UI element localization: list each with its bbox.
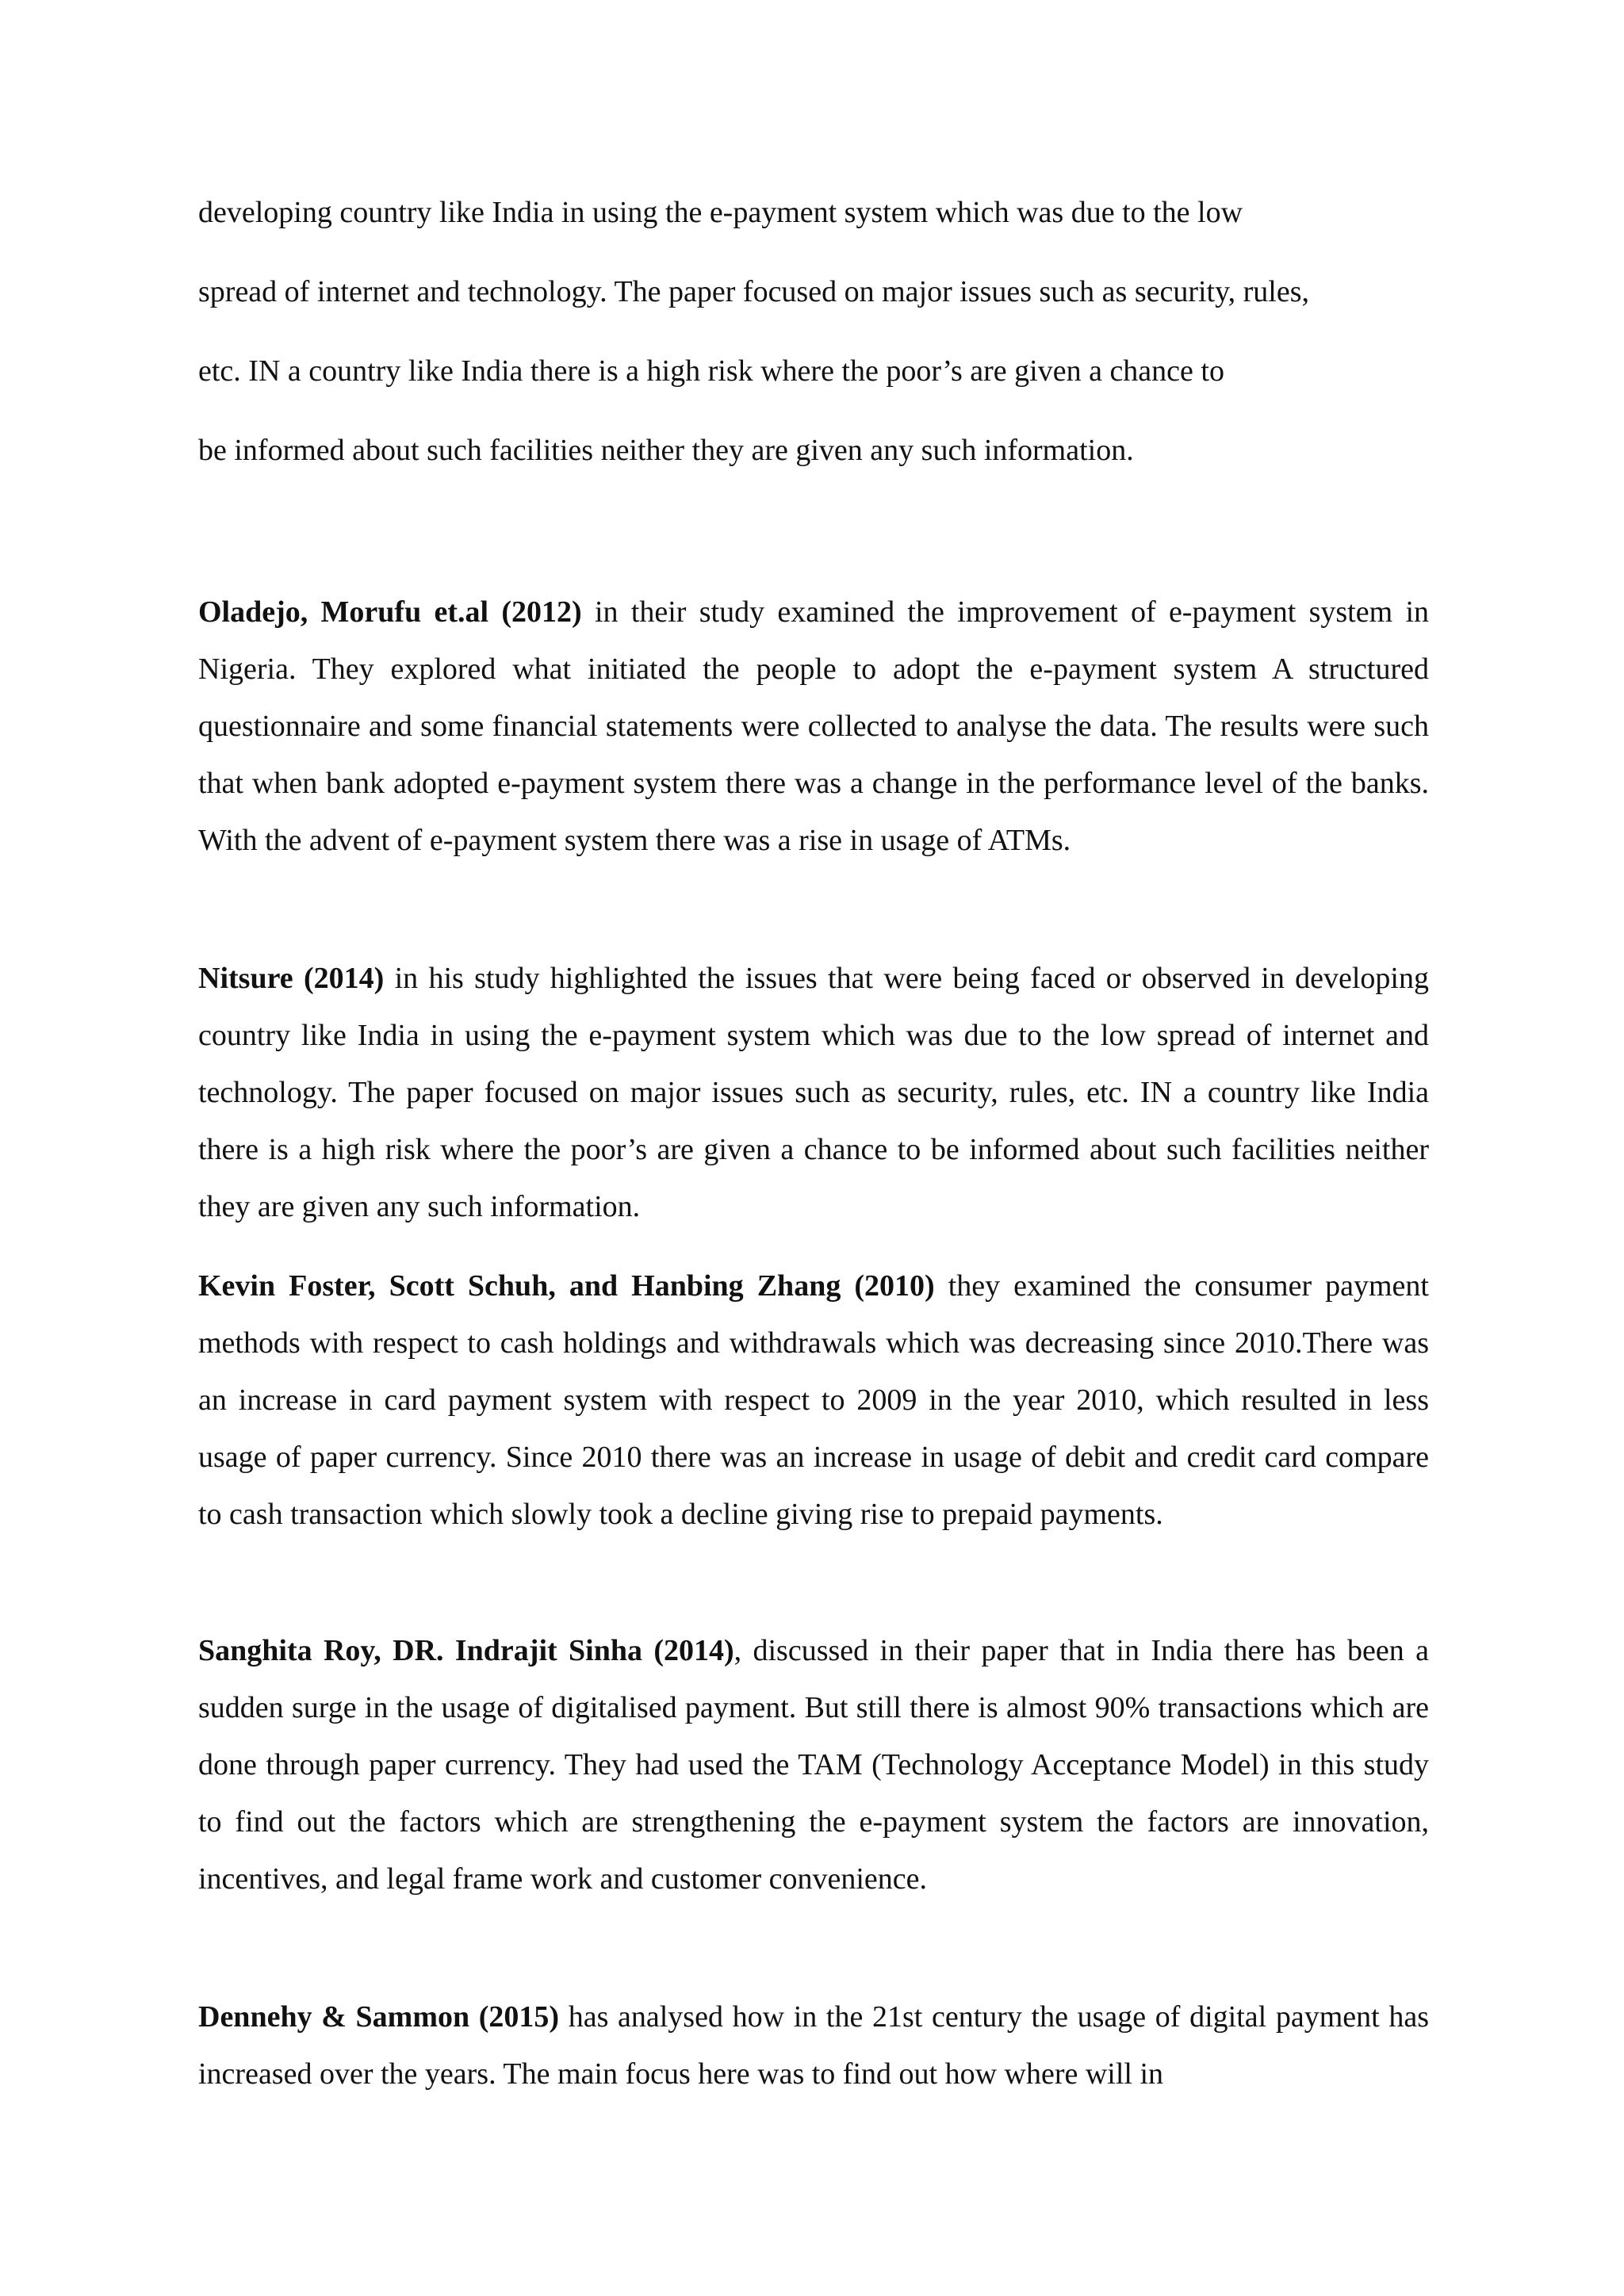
citation: Kevin Foster, Scott Schuh, and Hanbing Zhang (2010) <box>198 1269 935 1303</box>
intro-line-4: be informed about such facilities neither they are given any such information. <box>198 434 1134 467</box>
paragraph-text: in their study examined the improvement of e-payment system in Nigeria. They explored what initiated the people to adopt the e-payment system A structured questionnaire and some financial statements were collected to analyse the data. The results were such that when bank adopted e-payment system there was a change in the performance level of the banks. With the advent of e-payment system there was a rise in usage of ATMs. <box>198 595 1430 857</box>
paragraph-roy-sinha <box>198 1622 1429 1908</box>
paragraph-text: has analysed how in the 21st century the usage of digital payment has increased over the years. The main focus here was to find out how where will in <box>198 2000 1429 2091</box>
paragraph-text: they examined the consumer payment methods with respect to cash holdings and withdrawals which was decreasing since 2010.There was an increase in card payment system with respect to 2009 in the year 2010, which resulted in less usage of paper currency. Since 2010 there was an increase in usage of debit and credit card compare to cash transaction which slowly took a decline giving rise to prepaid payments. <box>198 1269 1429 1531</box>
intro-line-1: developing country like India in using the e-payment system which was due to the low <box>198 196 1243 229</box>
citation: Nitsure (2014) <box>198 962 385 995</box>
citation: Oladejo, Morufu et.al (2012) <box>198 595 582 629</box>
intro-line-3: etc. IN a country like India there is a high risk where the poor’s are given a chance to <box>198 354 1224 388</box>
citation: Sanghita Roy, DR. Indrajit Sinha (2014) <box>198 1634 734 1667</box>
paragraph-text: in his study highlighted the issues that were being faced or observed in developing country like India in using the e-payment system which was due to the low spread of internet and technology. The paper focused on major issues such as security, rules, etc. IN a country like India there is a high risk where the poor’s are given a chance to be informed about such facilities neither they are given any such information. <box>198 962 1429 1223</box>
paragraph-foster <box>198 1257 1429 1543</box>
citation: Dennehy & Sammon (2015) <box>198 2000 560 2034</box>
paragraph-oladejo <box>198 584 1429 869</box>
paragraph-text: , discussed in their paper that in India there has been a sudden surge in the usage of digitalised payment. But still there is almost 90% transactions which are done through paper currency. They had used the TAM (Technology Acceptance Model) in this study to find out the factors which are strengthening the e-payment system the factors are innovation, incentives, and legal frame work and customer convenience. <box>198 1634 1429 1896</box>
paragraph-dennehy <box>198 1988 1429 2103</box>
intro-line-2: spread of internet and technology. The paper focused on major issues such as security, rules, <box>198 275 1310 308</box>
paragraph-nitsure <box>198 950 1429 1235</box>
